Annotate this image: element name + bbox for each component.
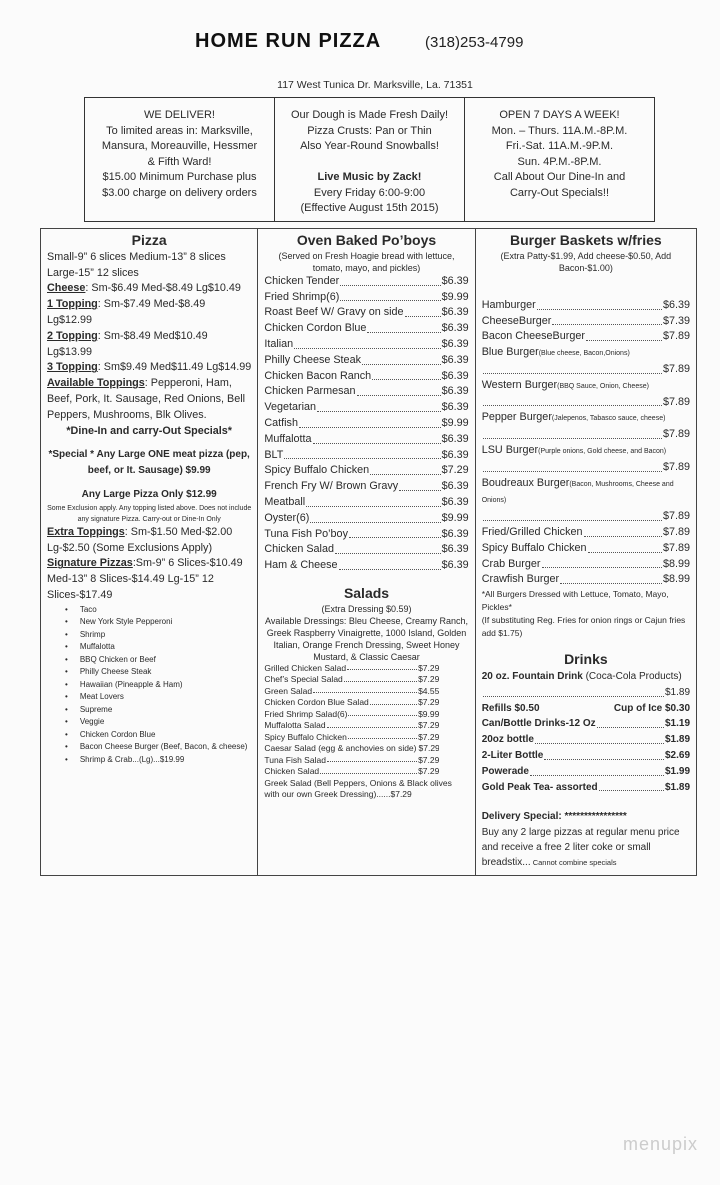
- info.dough-line: Our Dough is Made Fresh Daily!: [290, 109, 449, 121]
- item-price: $9.99: [441, 416, 469, 429]
- phone-number: (318)253-4799: [425, 34, 524, 51]
- dot-leader: [544, 748, 664, 760]
- extra-toppings-prices: : Sm-$1.50 Med-$2.00 Lg-$2.50 (Some Exclusions Apply): [47, 525, 233, 554]
- item-name: Chicken Cordon Blue Salad: [264, 697, 369, 708]
- pizza-type-prices: : Sm-$8.49 Med$10.49 Lg$13.99: [47, 329, 208, 358]
- item-price: $7.89: [662, 362, 691, 375]
- item-price: $7.29: [418, 743, 440, 754]
- info.delivery-line: & Fifth Ward!: [147, 155, 212, 168]
- restaurant-name: HOME RUN PIZZA: [195, 30, 382, 52]
- item-name: Pepper Burger: [481, 411, 552, 424]
- item-name: Roast Beef W/ Gravy on side: [264, 306, 404, 319]
- item-name: Can/Bottle Drinks-12 Oz: [481, 718, 596, 730]
- item-name: Philly Cheese Steak: [264, 353, 361, 366]
- menu-item: [264, 290, 468, 306]
- info.delivery-line: $15.00 Minimum Purchase plus: [102, 171, 257, 183]
- item-price: $6.39: [441, 543, 469, 556]
- dot-leader: [370, 463, 440, 475]
- item-name: Blue Burger: [481, 346, 539, 359]
- fries-substitution-note: (If substituting Reg. Fries for onion rings or Cajun fries add $1.75): [481, 615, 686, 639]
- salad-dressings: Available Dressings: Bleu Cheese, Creamy Ranch, Greek Raspberry Vinaigrette, 1000 Island, Golden Italian, Orange French Dressing, Sweet Honey Mustard, & Classic Caesar: [265, 615, 468, 662]
- info.dough-line: Pizza Crusts: Pan or Thin: [307, 124, 432, 137]
- item-price: $1.89: [664, 734, 691, 746]
- item-price: $6.39: [441, 353, 469, 366]
- dot-leader: [370, 697, 417, 705]
- item-price: $6.39: [662, 298, 691, 311]
- pizza-column: [41, 229, 258, 875]
- drinks-heading: Drinks: [564, 651, 608, 668]
- signature-pizza: • Shrimp & Crab...(Lg)...$19.99: [69, 754, 251, 767]
- item-name: Catfish: [264, 416, 298, 429]
- item-name: Meatball: [264, 495, 306, 508]
- item-name: 20oz bottle: [481, 734, 534, 746]
- menu-item: [482, 541, 690, 557]
- dot-leader: [313, 686, 417, 694]
- item-price: $1.89: [664, 686, 691, 698]
- menu-item: [482, 476, 690, 525]
- menu-item: [264, 384, 468, 400]
- burgers-note: (Extra Patty-$1.99, Add cheese-$0.50, Add Bacon-$1.00): [500, 250, 672, 273]
- dot-leader: [599, 780, 664, 792]
- pizza-type-prices: : Sm$9.49 Med$11.49 Lg$14.99: [97, 361, 252, 374]
- live-music-title: Live Music by Zack!: [317, 171, 422, 183]
- poboys-heading: Oven Baked Po’boys: [296, 232, 437, 248]
- signature-pizza: • New York Style Pepperoni: [69, 616, 251, 629]
- item-name: Hamburger: [481, 298, 536, 311]
- dot-leader: [327, 720, 417, 728]
- dot-leader: [552, 314, 662, 326]
- menu-item: [482, 410, 690, 443]
- refills: Refills $0.50: [481, 702, 540, 714]
- dot-leader: [299, 416, 441, 428]
- fountain-price-row: [482, 685, 690, 701]
- dot-leader: [586, 329, 662, 341]
- signature-pizza-list: [69, 604, 251, 767]
- item-name: Chicken Salad: [264, 543, 334, 556]
- info.delivery-line: To limited areas in: Marksville,: [106, 124, 253, 137]
- menu-item: [264, 709, 439, 721]
- dot-leader: [340, 290, 440, 302]
- signature-pizza: • BBQ Chicken or Beef: [69, 654, 251, 667]
- signature-pizza: • Philly Cheese Steak: [69, 666, 251, 679]
- item-price: $7.29: [390, 789, 412, 800]
- menu-item: [264, 663, 439, 675]
- item-name: Green Salad: [264, 685, 313, 696]
- menu-item: [482, 780, 690, 796]
- item-price: $6.39: [441, 401, 469, 414]
- menu-item: [482, 557, 690, 573]
- item-name: Crawfish Burger: [481, 573, 560, 586]
- pizza-price-row: [47, 297, 251, 329]
- dot-leader: [399, 479, 441, 491]
- item-name: 2-Liter Bottle: [481, 749, 544, 761]
- pizza-type: Cheese: [47, 282, 86, 295]
- item-price: $7.89: [662, 460, 691, 473]
- info.hours-line: Fri.-Sat. 11A.M.-9P.M.: [505, 140, 614, 152]
- item-description: (BBQ Sauce, Onion, Cheese): [557, 382, 649, 390]
- item-name: Spicy Buffalo Chicken: [264, 464, 370, 477]
- special-one-meat: *Special * Any Large ONE meat pizza (pep, beef, or It. Sausage) $9.99: [48, 449, 250, 477]
- item-name: Ham & Cheese: [264, 559, 338, 572]
- dot-leader: [530, 764, 664, 776]
- menu-item: [264, 743, 439, 755]
- menu-item: [482, 764, 690, 780]
- menu-item: Greek Salad (Bell Peppers, Onions & Black olives with our own Greek Dressing)......$7.29: [264, 777, 452, 800]
- cup-of-ice: Cup of Ice $0.30: [613, 702, 691, 714]
- dot-leader: [327, 755, 417, 763]
- menu-item: [264, 337, 468, 353]
- item-name: Fried/Grilled Chicken: [481, 525, 583, 538]
- item-price: $7.29: [441, 464, 469, 477]
- item-price: $6.39: [441, 369, 469, 382]
- dot-leader: [483, 460, 662, 472]
- dot-leader: [357, 384, 441, 396]
- item-price: $8.99: [662, 573, 691, 586]
- delivery-special-note: Cannot combine specials: [530, 858, 617, 868]
- specials-heading: *Dine-In and carry-Out Specials*: [66, 424, 232, 437]
- info.hours-line: Sun. 4P.M.-8P.M.: [517, 155, 602, 168]
- item-price: $7.29: [418, 662, 440, 673]
- item-name: Bacon CheeseBurger: [481, 330, 585, 343]
- menu-item: [264, 305, 468, 321]
- pizza-type: 2 Topping: [47, 329, 98, 342]
- menu-item: [482, 378, 690, 411]
- hours-info: [465, 98, 654, 221]
- item-name: Chicken Parmesan: [264, 385, 356, 398]
- menu-item: [264, 527, 468, 543]
- info.delivery-line: $3.00 charge on delivery orders: [102, 186, 257, 199]
- item-description: (Bacon, Mushrooms, Cheese and Onions): [481, 480, 674, 505]
- item-price: $8.99: [662, 557, 691, 570]
- info.dough-line: Also Year-Round Snowballs!: [300, 140, 439, 152]
- menu-item: [264, 321, 468, 337]
- item-name: Spicy Buffalo Chicken: [264, 731, 347, 742]
- info.hours-line: Call About Our Dine-In and: [493, 171, 626, 183]
- signature-pizza: • Meat Lovers: [69, 691, 251, 704]
- item-price: $7.29: [418, 697, 440, 708]
- signature-pizza: • Bacon Cheese Burger (Beef, Bacon, & cheese): [69, 741, 251, 754]
- address: 117 West Tunica Dr. Marksville, La. 71351: [277, 79, 473, 91]
- menu-item: [482, 572, 690, 588]
- info.hours-line: OPEN 7 DAYS A WEEK!: [499, 109, 620, 121]
- item-price: $1.89: [664, 781, 691, 793]
- dot-leader: [405, 305, 441, 317]
- item-name: Chicken Cordon Blue: [264, 322, 367, 335]
- dot-leader: [542, 557, 662, 569]
- pizza-type-prices: : Sm-$7.49 Med-$8.49 Lg$12.99: [47, 298, 206, 326]
- pizza-type: 3 Topping: [47, 361, 98, 374]
- item-price: $7.29: [418, 731, 440, 742]
- item-name: Tuna Fish Salad: [264, 754, 326, 765]
- dot-leader: [317, 400, 441, 412]
- item-price: $7.89: [662, 428, 691, 441]
- delivery-info: [85, 98, 275, 221]
- dot-leader: [584, 525, 662, 537]
- dot-leader: [535, 732, 664, 744]
- dot-leader: [344, 674, 417, 682]
- pizza-sizes: Small-9” 6 slices Medium-13” 8 slices Large-15” 12 slices: [47, 250, 226, 279]
- menu-item: [264, 674, 439, 686]
- item-price: $6.39: [441, 337, 469, 350]
- signature-pizza: • Supreme: [69, 704, 251, 717]
- dot-leader: [537, 298, 662, 310]
- item-name: Powerade: [481, 765, 529, 777]
- signature-pizza: • Hawaiian (Pineapple & Ham): [69, 679, 251, 692]
- dot-leader: [483, 509, 662, 521]
- item-name: Italian: [264, 337, 294, 350]
- salads-note: (Extra Dressing $0.59): [321, 603, 412, 614]
- dot-leader: [294, 337, 441, 349]
- dot-leader: [348, 732, 417, 740]
- item-price: $9.99: [418, 708, 440, 719]
- menu-item: [264, 463, 468, 479]
- item-description: (Purple onions, Gold cheese, and Bacon): [538, 447, 667, 455]
- item-price: $7.29: [418, 674, 440, 685]
- pizza-type-prices: : Sm-$6.49 Med-$8.49 Lg$10.49: [85, 282, 241, 295]
- dot-leader: [348, 709, 417, 717]
- item-price: $1.99: [664, 765, 691, 777]
- dot-leader: [310, 511, 440, 523]
- menu-item: [482, 716, 690, 732]
- item-name: Muffalotta Salad: [264, 720, 326, 731]
- item-name: Fried Shrimp(6): [264, 290, 340, 303]
- menu-item: [264, 697, 439, 709]
- dot-leader: [483, 362, 662, 374]
- item-price: $7.89: [662, 525, 691, 538]
- menu-item: [482, 329, 690, 345]
- item-price: $6.39: [441, 495, 469, 508]
- item-name: Western Burger: [481, 378, 558, 391]
- dot-leader: [483, 427, 662, 439]
- menu-item: [482, 443, 690, 476]
- item-description: (Blue cheese, Bacon,Onions): [538, 350, 630, 358]
- item-price: $6.39: [441, 432, 469, 445]
- item-price: $7.89: [662, 510, 691, 523]
- item-price: $6.39: [441, 322, 469, 335]
- item-name: French Fry W/ Brown Gravy: [264, 480, 399, 493]
- item-name: LSU Burger: [481, 443, 539, 456]
- item-price: $9.99: [441, 511, 469, 524]
- info.hours-line: Carry-Out Specials!!: [509, 186, 610, 199]
- dot-leader: [597, 716, 664, 728]
- extra-toppings-label: Extra Toppings: [47, 525, 125, 538]
- item-description: (Jalepenos, Tabasco sauce, cheese): [551, 415, 666, 423]
- menu-item: [264, 448, 468, 464]
- dot-leader: [313, 432, 441, 444]
- live-music-time: Every Friday 6:00-9:00: [313, 186, 426, 199]
- item-name: Boudreaux Burger: [481, 476, 570, 489]
- item-price: $7.39: [662, 314, 691, 327]
- dot-leader: [306, 495, 441, 507]
- menu-item: [264, 353, 468, 369]
- menu-item: [264, 432, 468, 448]
- item-name: Vegetarian: [264, 401, 316, 414]
- item-name: Chef’s Special Salad: [264, 674, 343, 685]
- menu-item: [264, 416, 468, 432]
- item-name: Fried Shrimp Salad(6): [264, 708, 348, 719]
- item-price: $1.19: [664, 718, 691, 730]
- dot-leader: [588, 541, 662, 553]
- menu-item: [482, 314, 690, 330]
- menu-item: [264, 479, 468, 495]
- menu-item: [264, 558, 468, 574]
- pizza-price-row: [47, 281, 251, 297]
- toppings-label: Available Toppings: [47, 377, 145, 390]
- item-price: $7.89: [662, 541, 691, 554]
- pizza-price-row: [47, 329, 251, 361]
- signature-pizza: • Chicken Cordon Blue: [69, 729, 251, 742]
- signature-pizza: • Muffalotta: [69, 641, 251, 654]
- item-price: $7.29: [418, 720, 440, 731]
- salads-heading: Salads: [343, 584, 390, 601]
- item-name: Greek Salad (Bell Peppers, Onions & Black olives with our own Greek Dressing): [264, 777, 452, 800]
- info-box: [84, 97, 655, 222]
- fountain-drink: 20 oz. Fountain Drink: [481, 670, 583, 682]
- item-price: $7.29: [418, 754, 440, 765]
- poboys-note: (Served on Fresh Hoagie bread with lettuce, tomato, mayo, and pickles): [278, 250, 455, 273]
- info.delivery-line: Mansura, Moreauville, Hessmer: [101, 140, 258, 152]
- item-name: Gold Peak Tea- assorted: [481, 781, 598, 793]
- item-price: $7.29: [418, 766, 440, 777]
- menu-item: [264, 369, 468, 385]
- dot-leader: [320, 766, 417, 774]
- delivery-special-title: Delivery Special: ****************: [481, 811, 627, 823]
- dot-leader: [367, 321, 440, 333]
- item-name: Muffalotta: [264, 432, 312, 445]
- item-name: Crab Burger: [481, 557, 541, 570]
- item-price: $6.39: [441, 385, 469, 398]
- menu-item: [264, 542, 468, 558]
- pizza-heading: Pizza: [131, 232, 167, 248]
- menu-item: [264, 495, 468, 511]
- item-name: Spicy Buffalo Chicken: [481, 541, 587, 554]
- item-price: $6.39: [441, 274, 469, 287]
- burgers-dressed-note: *All Burgers Dressed with Lettuce, Tomato, Mayo, Pickles*: [481, 589, 669, 613]
- item-price: $6.39: [441, 306, 469, 319]
- item-name: Chicken Tender: [264, 274, 340, 287]
- special-any-large: Any Large Pizza Only $12.99: [81, 488, 217, 500]
- info.hours-line: Mon. – Thurs. 11A.M.-8P.M.: [491, 124, 628, 137]
- poboys-column: [258, 229, 475, 875]
- dough-info: [275, 98, 465, 221]
- live-music-effective: (Effective August 15th 2015): [300, 202, 439, 214]
- info.delivery-line: WE DELIVER!: [144, 109, 215, 121]
- menu-item: [482, 525, 690, 541]
- menu-body: [40, 228, 697, 876]
- burgers-heading: Burger Baskets w/fries: [509, 232, 662, 248]
- menu-item: [264, 400, 468, 416]
- item-name: CheeseBurger: [481, 314, 552, 327]
- item-price: $9.99: [441, 290, 469, 303]
- item-price: $6.39: [441, 559, 469, 572]
- menu-item: [264, 766, 439, 778]
- special-note: Some Exclusion apply. Any topping listed above. Does not include any signature Pizza. Carry-out or Dine-In Only: [47, 504, 252, 523]
- item-name: Tuna Fish Po’boy: [264, 527, 348, 540]
- menu-item: [482, 298, 690, 314]
- menu-item: [482, 748, 690, 764]
- dot-leader: [340, 274, 440, 286]
- menu-item: [482, 345, 690, 378]
- item-price: $7.89: [662, 395, 691, 408]
- item-name: Oyster(6): [264, 511, 310, 524]
- menu-item: [264, 732, 439, 744]
- pizza-type: 1 Topping: [47, 298, 98, 311]
- pizza-price-row: [47, 360, 251, 376]
- item-name: Chicken Salad: [264, 766, 320, 777]
- dot-leader: [483, 395, 662, 407]
- signature-pizza: • Taco: [69, 604, 251, 617]
- item-price: $4.55: [418, 685, 440, 696]
- dot-leader: [284, 448, 440, 460]
- item-name: Chicken Bacon Ranch: [264, 369, 372, 382]
- signature-prices: :Sm-9” 6 Slices-$10.49 Med-13” 8 Slices-$14.49 Lg-15” 12 Slices-$17.49: [47, 557, 243, 601]
- menu-item: [264, 686, 439, 698]
- fountain-note: (Coca-Cola Products): [585, 670, 682, 682]
- menu-item: [264, 274, 468, 290]
- item-name: Grilled Chicken Salad: [264, 662, 347, 673]
- dot-leader: [372, 369, 440, 381]
- item-price: $6.39: [441, 480, 469, 493]
- menu-item: [482, 732, 690, 748]
- delivery-special-text: Buy any 2 large pizzas at regular menu price and receive a free 2 liter coke or small breadstix...: [481, 827, 680, 869]
- menupix-watermark: menupix: [622, 1134, 698, 1154]
- menu-item: [264, 511, 468, 527]
- signature-label: Signature Pizzas: [47, 557, 133, 570]
- item-price: $6.39: [441, 448, 469, 461]
- dot-leader: [339, 558, 441, 570]
- item-price: $7.89: [662, 330, 691, 343]
- dot-leader: [335, 542, 441, 554]
- dot-leader: [560, 572, 662, 584]
- burgers-drinks-column: [476, 229, 696, 875]
- item-name: Caesar Salad (egg & anchovies on side): [264, 743, 417, 754]
- signature-pizza: • Shrimp: [69, 629, 251, 642]
- menu-item: [264, 755, 439, 767]
- item-price: $6.39: [441, 527, 469, 540]
- dot-leader: [362, 353, 441, 365]
- signature-pizza: • Veggie: [69, 716, 251, 729]
- item-name: BLT: [264, 448, 284, 461]
- dot-leader: [349, 527, 441, 539]
- dot-leader: [347, 663, 417, 671]
- menu-item: [264, 720, 439, 732]
- toppings-list: : Pepperoni, Ham, Beef, Pork, It. Sausage, Red Onions, Bell Peppers, Mushrooms, Blk Olives.: [47, 377, 246, 421]
- item-price: $2.69: [664, 749, 691, 761]
